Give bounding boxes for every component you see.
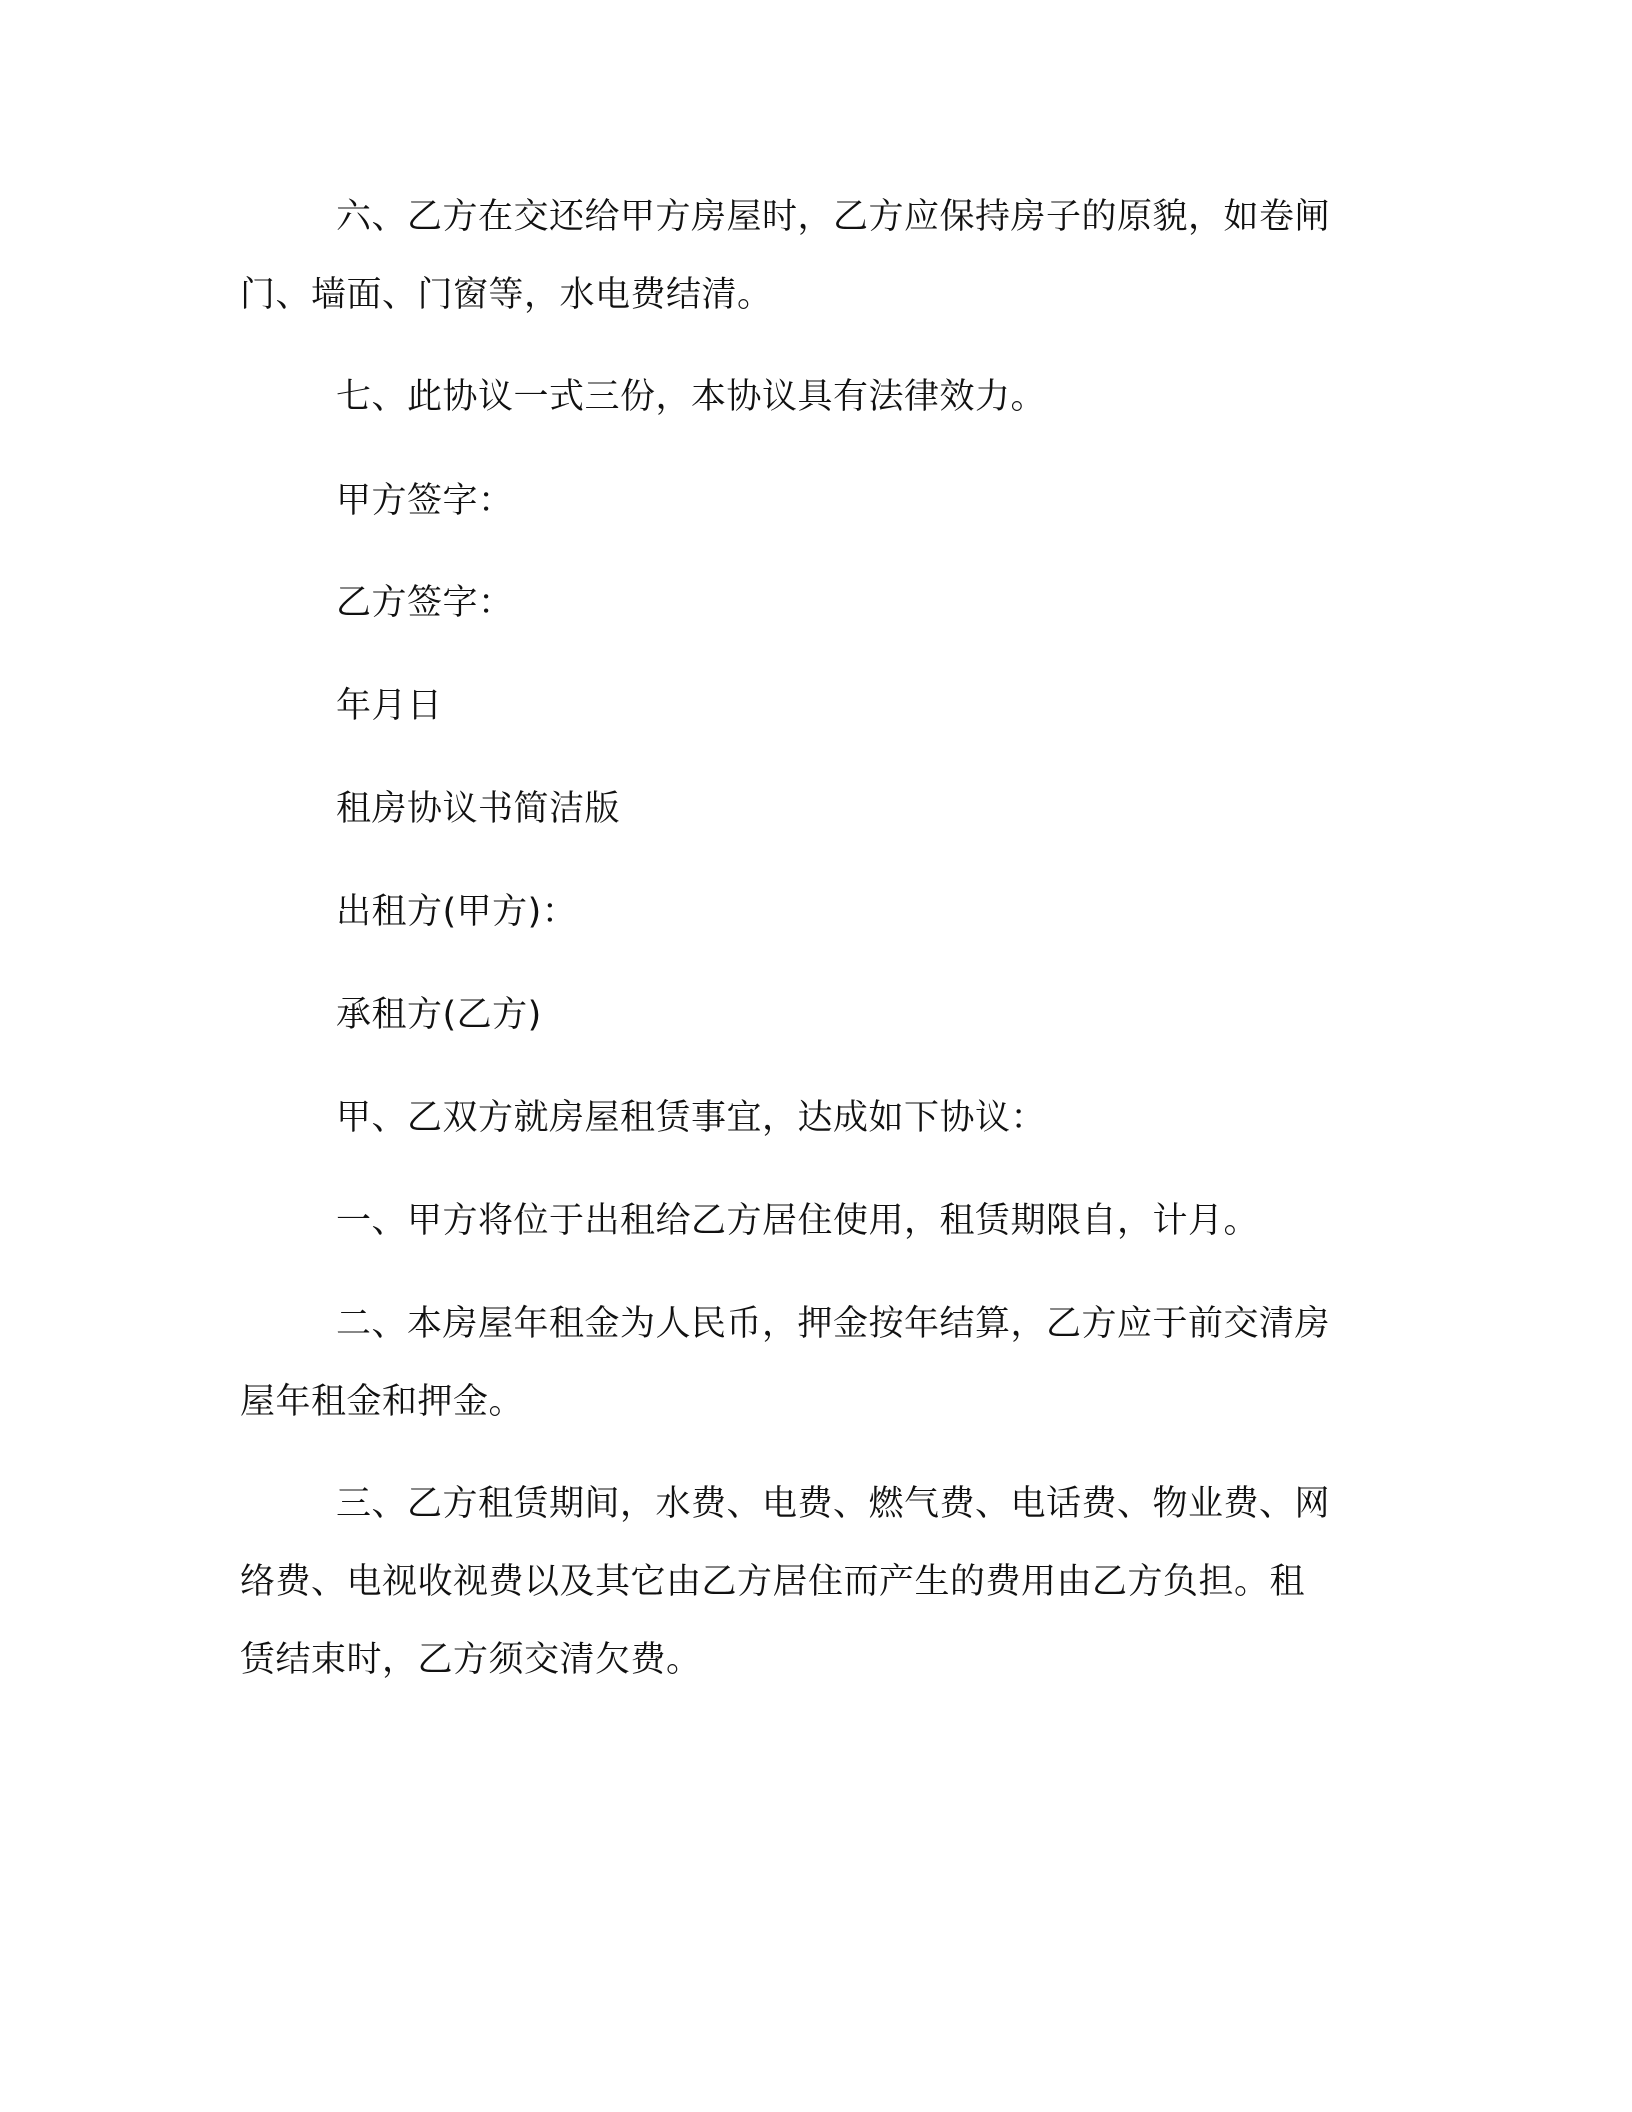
date-line — [240, 667, 1380, 745]
party-b-signature-label — [240, 564, 1380, 642]
lessor-label — [240, 873, 1380, 951]
paragraph-line: 络费、电视收视费以及其它由乙方居住而产生的费用由乙方负担。租 — [240, 1562, 1306, 1602]
lessee-label — [240, 976, 1380, 1054]
paragraph-line: 甲、乙双方就房屋租赁事宜，达成如下协议： — [336, 1098, 1047, 1138]
paragraph-clause-6 — [240, 178, 1380, 334]
party-a-signature-label — [240, 462, 1380, 540]
paragraph-line: 二、本房屋年租金为人民币，押金按年结算，乙方应于前交清房 — [336, 1304, 1331, 1344]
paragraph-line: 六、乙方在交还给甲方房屋时，乙方应保持房子的原貌，如卷闸 — [336, 197, 1331, 237]
paragraph-line: 赁结束时，乙方须交清欠费。 — [240, 1640, 702, 1680]
paragraph-line: 出租方(甲方)： — [336, 892, 578, 932]
agreement-intro — [240, 1079, 1380, 1157]
paragraph-line: 一、甲方将位于出租给乙方居住使用，租赁期限自，计月。 — [336, 1201, 1260, 1241]
paragraph-clause-3 — [240, 1465, 1380, 1699]
paragraph-clause-2 — [240, 1285, 1380, 1441]
paragraph-line: 三、乙方租赁期间，水费、电费、燃气费、电话费、物业费、网 — [336, 1484, 1331, 1524]
paragraph-line: 七、此协议一式三份，本协议具有法律效力。 — [336, 377, 1047, 417]
paragraph-line: 乙方签字： — [336, 583, 514, 623]
paragraph-clause-1 — [240, 1182, 1380, 1260]
paragraph-line: 屋年租金和押金。 — [240, 1382, 525, 1422]
paragraph-line: 年月日 — [336, 686, 443, 726]
paragraph-line: 甲方签字： — [336, 481, 514, 521]
paragraph-line: 租房协议书简洁版 — [336, 789, 621, 829]
paragraph-line: 承租方(乙方) — [336, 995, 542, 1035]
paragraph-line: 门、墙面、门窗等，水电费结清。 — [240, 275, 773, 315]
agreement-title — [240, 770, 1380, 848]
paragraph-clause-7 — [240, 358, 1380, 436]
